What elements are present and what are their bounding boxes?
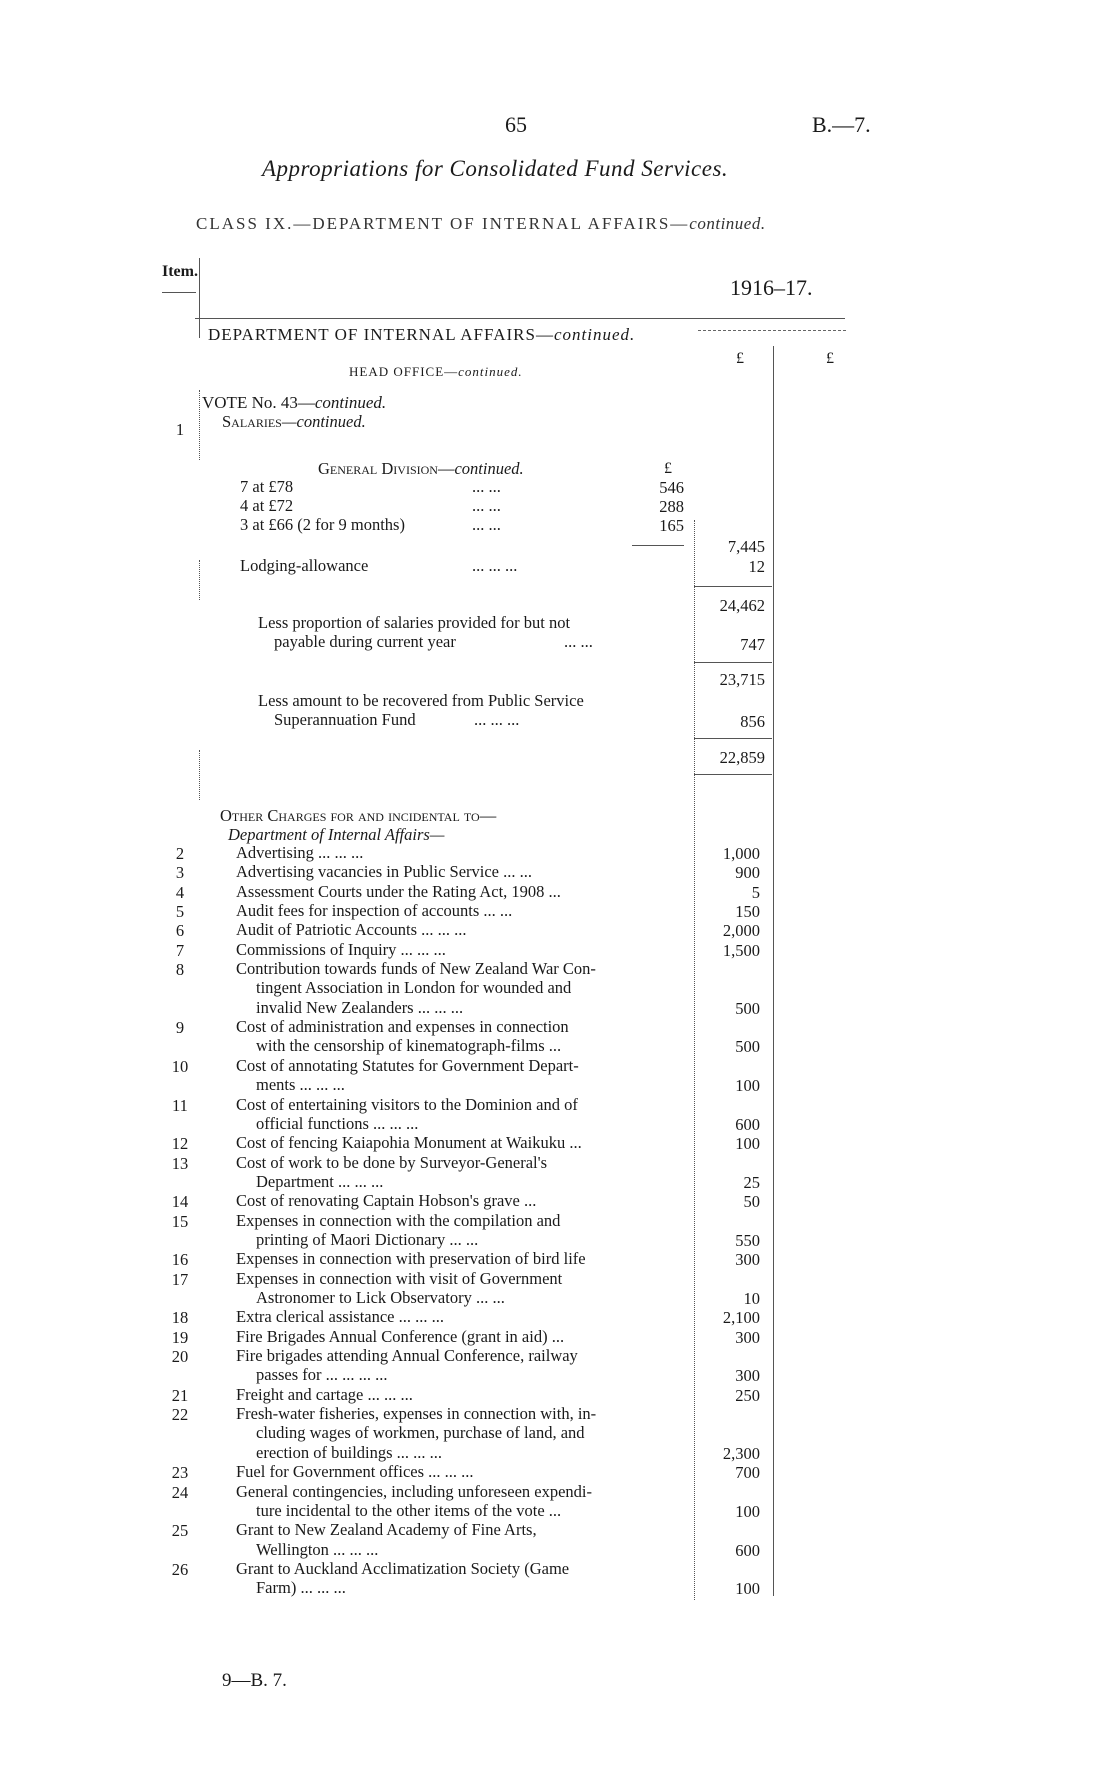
lodging-amount: 12: [748, 557, 765, 576]
class-heading-cont: continued.: [689, 214, 766, 233]
total-1: 24,462: [719, 596, 765, 615]
charge-item-text: Audit of Patriotic Accounts ... ... ...: [236, 920, 467, 940]
charge-item-number: 20: [171, 1347, 189, 1367]
charge-item-number: 26: [171, 1559, 189, 1579]
charge-item-text: Cost of annotating Statutes for Government Depart-: [236, 1055, 579, 1075]
charge-item-amount: 600: [735, 1540, 760, 1560]
charge-item-amount: 1,500: [722, 940, 760, 960]
charge-item-amount: 300: [735, 1250, 760, 1270]
charge-item-number: 4: [175, 882, 185, 902]
vote-cont: continued.: [314, 393, 387, 412]
charge-item-text: Cost of fencing Kaiapohia Monument at Waikuku ...: [236, 1133, 582, 1153]
charge-item-text: Freight and cartage ... ... ...: [236, 1384, 413, 1404]
charge-item-text: Cost of administration and expenses in connection: [236, 1017, 569, 1037]
charge-item-text: passes for ... ... ... ...: [256, 1365, 388, 1385]
charge-item-number: 8: [175, 960, 185, 980]
charge-item-text: Department ... ... ...: [256, 1171, 384, 1191]
head-office-text: HEAD OFFICE—: [349, 364, 459, 379]
charge-item-number: 14: [171, 1192, 189, 1212]
charge-item-text: Astronomer to Lick Observatory ... ...: [256, 1288, 505, 1308]
charge-item-amount: 100: [735, 1134, 760, 1154]
page-number: 65: [505, 112, 527, 137]
charge-item-number: 18: [171, 1308, 189, 1328]
report-code: B.—7.: [812, 112, 871, 137]
item-number-1: 1: [175, 420, 185, 439]
less-proportion-dots: ... ...: [564, 632, 593, 651]
salary-row-label: 7 at £78: [240, 477, 294, 496]
charge-item-text: Cost of renovating Captain Hobson's grave ...: [236, 1191, 537, 1211]
charge-item-amount: 50: [743, 1192, 760, 1212]
general-division-currency: £: [664, 460, 672, 477]
other-charges-text: Other Charges for and incidental to—: [220, 806, 497, 825]
charge-item-text: Commissions of Inquiry ... ... ...: [236, 939, 446, 959]
charge-item-amount: 500: [735, 998, 760, 1018]
charge-item-amount: 550: [735, 1230, 760, 1250]
charge-item-text: Fuel for Government offices ... ... ...: [236, 1462, 474, 1482]
charge-item-text: Cost of work to be done by Surveyor-General's: [236, 1152, 548, 1172]
salary-row-label: 3 at £66 (2 for 9 months): [240, 515, 405, 534]
charge-item-text: ture incidental to the other items of the vote ...: [256, 1500, 562, 1520]
charge-item-number: 13: [171, 1153, 189, 1173]
charge-item-amount: 100: [735, 1579, 760, 1599]
charge-item-text: Grant to Auckland Acclimatization Society (Game: [236, 1558, 570, 1578]
charge-item-amount: 600: [735, 1114, 760, 1134]
currency-column-1: £: [736, 350, 744, 367]
charge-item-text: Extra clerical assistance ... ... ...: [236, 1307, 444, 1327]
charge-item-text: Farm) ... ... ...: [256, 1578, 346, 1598]
less-amount-dots: ... ... ...: [474, 710, 520, 729]
charge-item-number: 11: [172, 1095, 188, 1115]
salaries-cont: —continued.: [281, 412, 366, 431]
charge-item-text: Expenses in connection with preservation of bird life: [236, 1249, 586, 1269]
charge-item-number: 17: [171, 1269, 189, 1289]
item-column-header: Item.: [162, 263, 198, 280]
charge-item-text: erection of buildings ... ... ...: [256, 1442, 443, 1462]
total-3: 22,859: [719, 748, 765, 767]
charge-item-amount: 500: [735, 1037, 760, 1057]
charge-item-text: invalid New Zealanders ... ... ...: [256, 997, 464, 1017]
charge-item-text: Advertising vacancies in Public Service ... ...: [236, 862, 533, 882]
charge-item-number: 7: [175, 940, 185, 960]
charge-item-number: 15: [171, 1211, 189, 1231]
page-title: Appropriations for Consolidated Fund Services.: [262, 156, 729, 181]
charge-item-amount: 2,000: [722, 921, 760, 941]
charge-item-amount: 100: [735, 1076, 760, 1096]
charge-item-amount: 5: [751, 882, 760, 902]
charge-item-text: Wellington ... ... ...: [256, 1539, 379, 1559]
charge-item-text: Cost of entertaining visitors to the Dominion and of: [236, 1094, 578, 1114]
less-proportion-line2: payable during current year: [274, 632, 456, 651]
charge-item-text: Expenses in connection with visit of Government: [236, 1268, 563, 1288]
lodging-label: Lodging-allowance: [240, 556, 369, 575]
charge-item-number: 10: [171, 1056, 189, 1076]
salary-row-dots: ... ...: [472, 496, 501, 515]
charge-item-text: Assessment Courts under the Rating Act, 1908 ...: [236, 881, 561, 901]
charge-item-text: Contribution towards funds of New Zealand War Con-: [236, 959, 596, 979]
signature-mark: 9—B. 7.: [222, 1670, 287, 1691]
general-division-subtotal: 7,445: [727, 537, 765, 556]
charge-item-amount: 2,300: [722, 1443, 760, 1463]
less-proportion-amount: 747: [740, 635, 765, 654]
class-heading-text: CLASS IX.—DEPARTMENT OF INTERNAL AFFAIRS—: [196, 214, 690, 233]
charge-item-number: 22: [171, 1405, 189, 1425]
salary-row-amount: 288: [659, 497, 684, 516]
charge-item-text: printing of Maori Dictionary ... ...: [256, 1229, 479, 1249]
salary-row-amount: 165: [659, 516, 684, 535]
salary-row-label: 4 at £72: [240, 496, 294, 515]
charge-item-amount: 10: [743, 1289, 760, 1309]
charge-item-text: Audit fees for inspection of accounts ... ...: [236, 901, 513, 921]
charge-item-number: 25: [171, 1521, 189, 1541]
charge-item-number: 3: [175, 863, 185, 883]
charge-item-text: official functions ... ... ...: [256, 1113, 419, 1133]
charge-item-amount: 150: [735, 902, 760, 922]
charge-item-text: Fire Brigades Annual Conference (grant in aid) ...: [236, 1326, 565, 1346]
vote-text: VOTE No. 43—: [202, 393, 315, 412]
charge-item-text: cluding wages of workmen, purchase of land, and: [256, 1423, 585, 1443]
charge-item-text: Fresh-water fisheries, expenses in connection with, in-: [236, 1404, 597, 1424]
charge-item-amount: 700: [735, 1463, 760, 1483]
charge-item-text: Advertising ... ... ...: [236, 843, 364, 862]
salary-row-dots: ... ...: [472, 477, 501, 496]
general-division-cont: continued.: [454, 459, 524, 478]
currency-column-2: £: [826, 350, 834, 367]
less-amount-value: 856: [740, 712, 765, 731]
head-office-cont: continued.: [458, 364, 523, 379]
lodging-dots: ... ... ...: [472, 556, 518, 575]
charge-item-text: Fire brigades attending Annual Conference, railway: [236, 1346, 578, 1366]
charge-item-text: with the censorship of kinematograph-films ...: [256, 1036, 562, 1056]
fiscal-year: 1916–17.: [730, 275, 813, 300]
department-heading-text: DEPARTMENT OF INTERNAL AFFAIRS—: [208, 325, 554, 344]
charge-item-number: 21: [171, 1385, 189, 1405]
general-division-text: General Division—: [318, 459, 455, 478]
less-proportion-line1: Less proportion of salaries provided for but not: [258, 613, 571, 632]
charge-item-amount: 300: [735, 1327, 760, 1347]
charge-item-amount: 2,100: [722, 1308, 760, 1328]
charge-item-number: 12: [171, 1134, 189, 1154]
salary-row-dots: ... ...: [472, 515, 501, 534]
salaries-text: Salaries: [222, 412, 282, 431]
charge-item-amount: 300: [735, 1366, 760, 1386]
charge-item-number: 9: [175, 1018, 185, 1038]
charge-item-amount: 1,000: [722, 844, 760, 863]
charge-item-text: Expenses in connection with the compilation and: [236, 1210, 561, 1230]
total-2: 23,715: [719, 670, 765, 689]
charge-item-number: 19: [171, 1327, 189, 1347]
department-heading-cont: continued.: [553, 325, 636, 344]
charge-item-number: 23: [171, 1463, 189, 1483]
charge-item-amount: 25: [743, 1172, 760, 1192]
charge-item-text: Grant to New Zealand Academy of Fine Arts,: [236, 1520, 537, 1540]
less-amount-line1: Less amount to be recovered from Public Service: [258, 691, 584, 710]
charge-item-amount: 100: [735, 1501, 760, 1521]
charge-item-number: 2: [175, 844, 185, 863]
salary-row-amount: 546: [659, 478, 684, 497]
charge-item-text: General contingencies, including unforeseen expendi-: [236, 1481, 592, 1501]
other-charges-subheading: Department of Internal Affairs—: [228, 825, 445, 844]
charge-item-number: 5: [175, 902, 185, 922]
less-amount-line2: Superannuation Fund: [274, 710, 416, 729]
charge-item-text: tingent Association in London for wounded and: [256, 978, 572, 998]
charge-item-number: 6: [175, 921, 185, 941]
charge-item-number: 24: [171, 1482, 189, 1502]
charge-item-number: 16: [171, 1250, 189, 1270]
charge-item-amount: 900: [735, 863, 760, 883]
charge-item-amount: 250: [735, 1385, 760, 1405]
charge-item-text: ments ... ... ...: [256, 1075, 345, 1095]
